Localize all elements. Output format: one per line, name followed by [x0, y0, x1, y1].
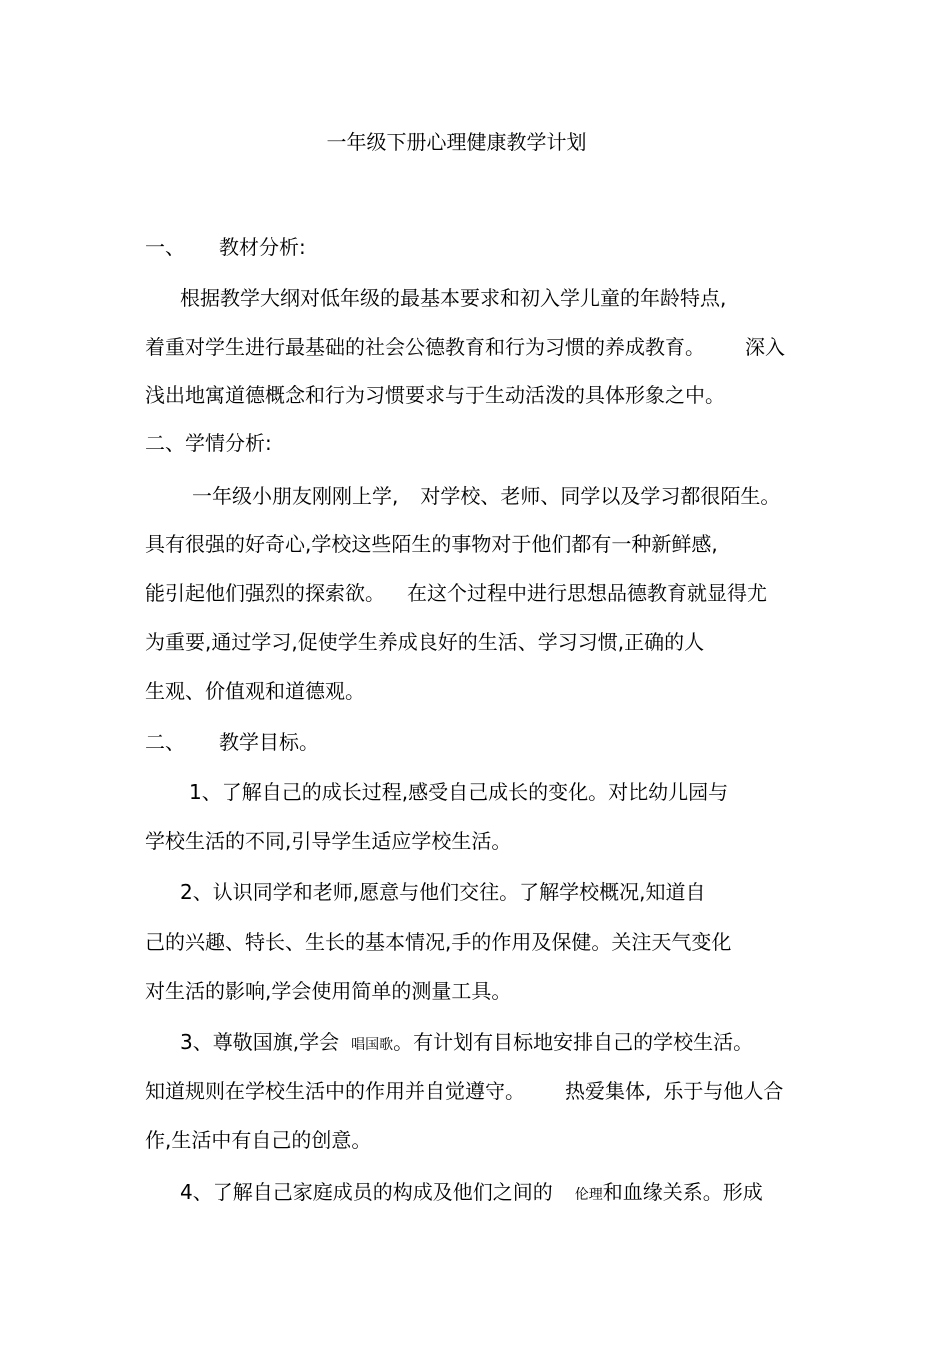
section-3-heading: [145, 728, 319, 756]
text-span: 4、了解自己家庭成员的构成及他们之间的: [180, 1180, 553, 1204]
paragraph-line: [145, 333, 785, 361]
goal-2-line-2: 己的兴趣、特长、生长的基本情况,手的作用及保健。关注天气变化: [145, 930, 732, 954]
small-text: 唱国歌: [351, 1037, 394, 1053]
section-3-title: 教学目标。: [219, 730, 319, 754]
goal-3-line-1: [180, 1028, 753, 1059]
goal-1-line-2: 学校生活的不同,引导学生适应学校生活。: [145, 829, 512, 853]
paragraph-line: 生观、价值观和道德观。: [145, 679, 365, 703]
small-text: 伦理: [574, 1187, 603, 1203]
goal-2-line-1: 2、认识同学和老师,愿意与他们交往。了解学校概况,知道自: [180, 880, 706, 904]
text-span: 着重对学生进行最基础的社会公德教育和行为习惯的养成教育。: [145, 335, 705, 359]
paragraph-line: 为重要,通过学习,促使学生养成良好的生活、学习习惯,正确的人: [145, 630, 705, 654]
goal-2-line-3: 对生活的影响,学会使用简单的测量工具。: [145, 979, 512, 1003]
section-3-number: 二、: [145, 730, 185, 754]
text-span: 一年级小朋友刚刚上学,: [192, 484, 399, 508]
section-1-heading: [145, 233, 306, 261]
goal-3-line-3: 作,生活中有自己的创意。: [145, 1128, 372, 1152]
paragraph-line: [145, 579, 767, 607]
section-1-title: 教材分析:: [219, 235, 306, 259]
goal-1-line-1: 1、了解自己的成长过程,感受自己成长的变化。对比幼儿园与: [189, 780, 729, 804]
text-span: 3、尊敬国旗,学会: [180, 1030, 340, 1054]
goal-4-line-1: [180, 1178, 763, 1209]
text-span: 在这个过程中进行思想品德教育就显得尤: [407, 581, 767, 605]
section-1-number: 一、: [145, 235, 185, 259]
text-span: 乐于与他人合: [663, 1079, 784, 1103]
paragraph-line: [192, 482, 780, 510]
text-span: 和血缘关系。形成: [602, 1180, 763, 1204]
text-span: 能引起他们强烈的探索欲。: [145, 581, 385, 605]
paragraph-line: 根据教学大纲对低年级的最基本要求和初入学儿童的年龄特点,: [180, 286, 727, 310]
paragraph-line: 具有很强的好奇心,学校这些陌生的事物对于他们都有一种新鲜感,: [145, 532, 718, 556]
goal-3-line-2: [145, 1077, 783, 1105]
page-title: 一年级下册心理健康教学计划: [326, 130, 587, 154]
text-span: 热爱集体,: [565, 1079, 652, 1103]
text-span: 对学校、老师、同学以及学习都很陌生。: [420, 484, 781, 508]
section-2-heading: 二、学情分析:: [145, 431, 272, 455]
text-span: 深入: [745, 335, 785, 359]
text-span: 。有计划有目标地安排自己的学校生活。: [393, 1030, 754, 1054]
paragraph-line: 浅出地寓道德概念和行为习惯要求与于生动活泼的具体形象之中。: [145, 383, 725, 407]
text-span: 知道规则在学校生活中的作用并自觉遵守。: [145, 1079, 525, 1103]
